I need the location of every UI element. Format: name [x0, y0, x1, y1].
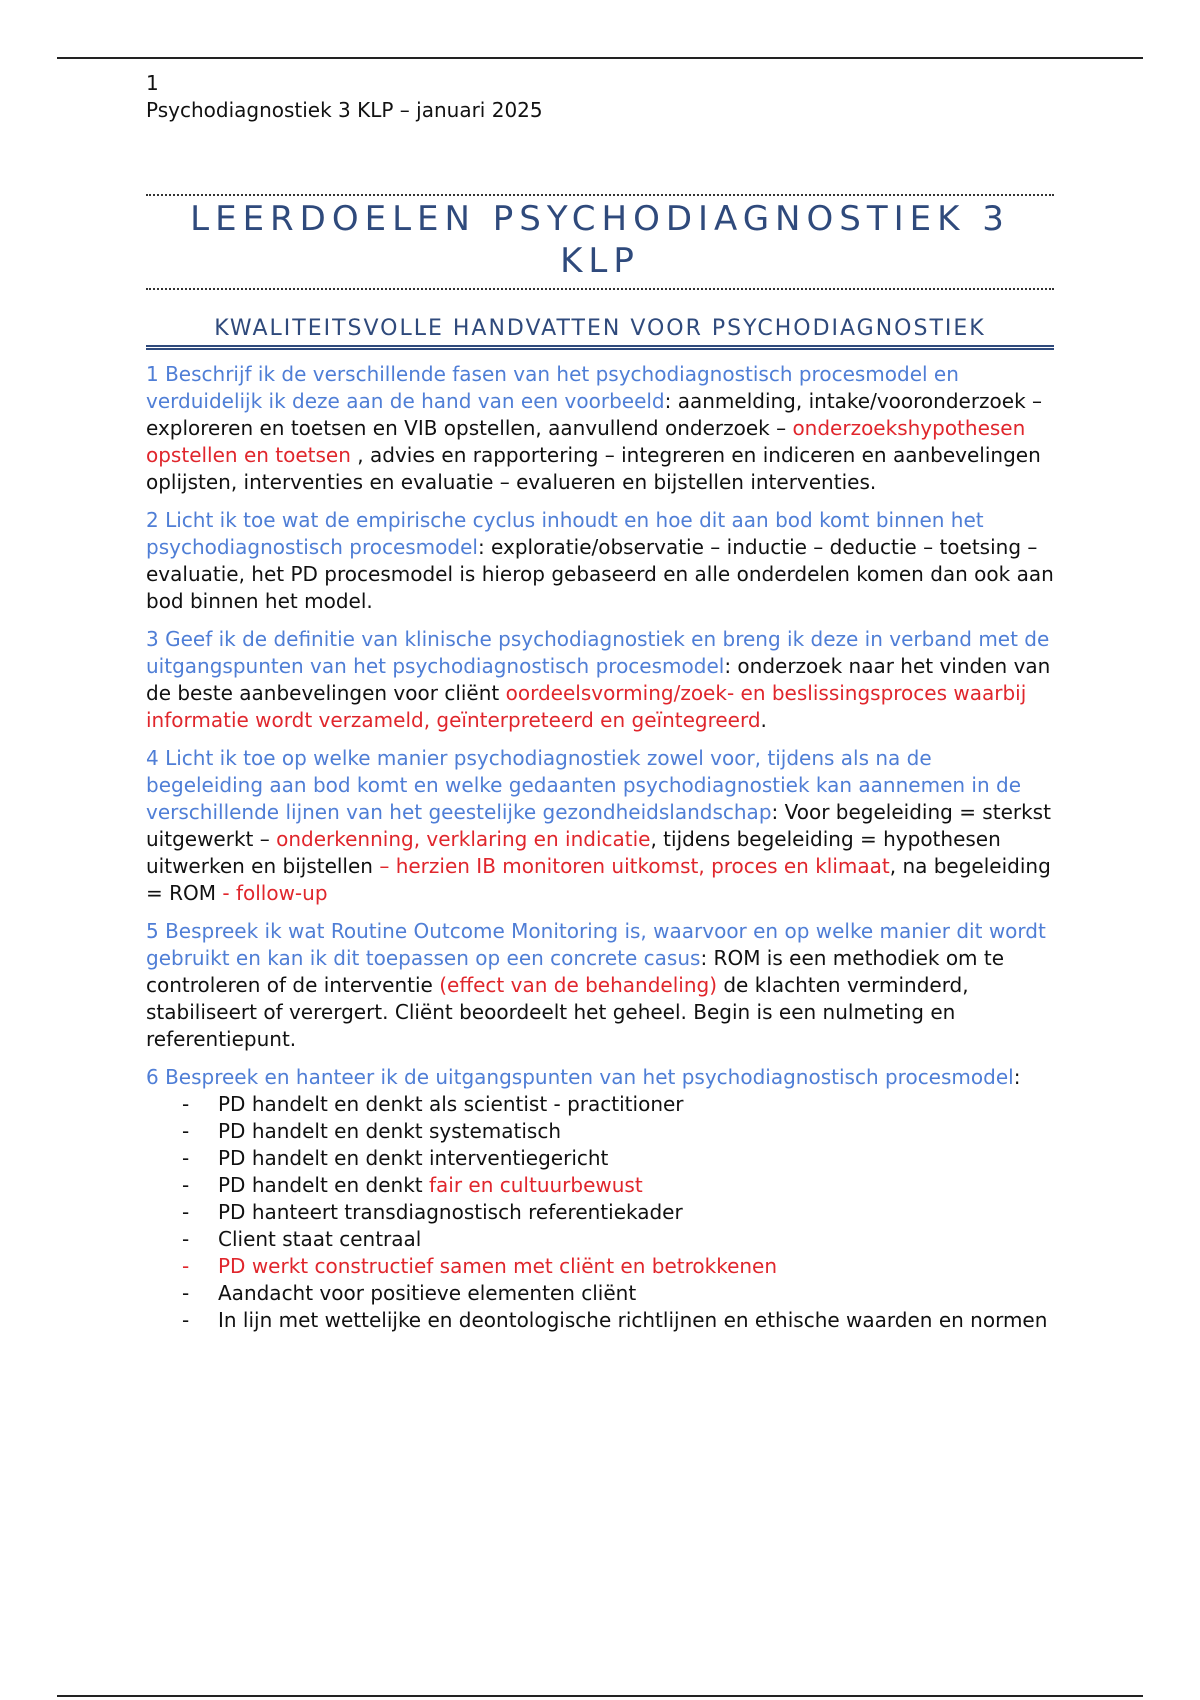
goal-question: 2 Licht ik toe wat de empirische cyclus inhoudt en hoe dit aan bod komt binnen het psychodiagnostisch procesmodel — [146, 508, 984, 559]
list-item-text: PD handelt en denkt interventiegericht — [218, 1146, 609, 1170]
bullet-dash: - — [182, 1227, 190, 1251]
list-item-text: PD handelt en denkt — [218, 1173, 429, 1197]
title-block — [146, 194, 1054, 290]
goal-answer: , na begeleiding = ROM — [146, 854, 1051, 905]
learning-goal-2 — [146, 507, 1054, 615]
list-item-text: PD hanteert transdiagnostisch referentiekader — [218, 1200, 683, 1224]
goal-highlight: – herzien IB monitoren uitkomst, proces en klimaat — [379, 854, 890, 878]
list-item — [182, 1172, 1054, 1199]
goal-answer: . — [760, 708, 767, 732]
page-content — [146, 70, 1054, 1334]
learning-goal-5 — [146, 918, 1054, 1053]
list-item — [182, 1253, 1054, 1280]
title-line-2: KLP — [560, 241, 640, 281]
goal-question: 5 Bespreek ik wat Routine Outcome Monitoring is, waarvoor en op welke manier dit wordt gebruikt en kan ik dit toepassen op een concrete casus — [146, 919, 1046, 970]
document-subtitle: Psychodiagnostiek 3 KLP – januari 2025 — [146, 98, 543, 122]
goal-question: 6 Bespreek en hanteer ik de uitgangspunten van het psychodiagnostisch procesmodel — [146, 1065, 1014, 1089]
page-number: 1 — [146, 71, 159, 95]
goal-answer: , tijdens begeleiding = hypothesen uitwerken en bijstellen — [146, 827, 1001, 878]
learning-goal-6 — [146, 1064, 1054, 1091]
goal-answer: : ROM is een methodiek om te controleren of de interventie — [146, 946, 1005, 997]
goal-answer: : Voor begeleiding = sterkst uitgewerkt – — [146, 800, 1051, 851]
learning-goal-3 — [146, 626, 1054, 734]
goal-answer: , advies en rapportering – integreren en indiceren en aanbevelingen oplijsten, interventies en evaluatie – evalueren en bijstellen interventies. — [146, 443, 1041, 494]
list-item — [182, 1280, 1054, 1307]
list-item-text: PD werkt constructief samen met cliënt en betrokkenen — [218, 1254, 778, 1278]
goal-highlight: - follow-up — [222, 881, 328, 905]
list-item — [182, 1199, 1054, 1226]
document-title — [146, 198, 1054, 282]
bullet-dash: - — [182, 1308, 190, 1332]
bullet-dash: - — [182, 1092, 190, 1116]
list-item-text: PD handelt en denkt als scientist - practitioner — [218, 1092, 684, 1116]
list-item-text: Aandacht voor positieve elementen cliënt — [218, 1281, 637, 1305]
goal-highlight: onderkenning, verklaring en indicatie — [276, 827, 651, 851]
goal-highlight: (effect van de behandeling) — [439, 973, 717, 997]
list-item-text: In lijn met wettelijke en deontologische richtlijnen en ethische waarden en normen — [218, 1308, 1048, 1332]
learning-goal-4 — [146, 745, 1054, 907]
list-item — [182, 1226, 1054, 1253]
list-item — [182, 1118, 1054, 1145]
list-item-text: Client staat centraal — [218, 1227, 422, 1251]
bullet-dash: - — [182, 1146, 190, 1170]
goal-question: 1 Beschrijf ik de verschillende fasen van het psychodiagnostisch procesmodel en verduidelijk ik deze aan de hand van een voorbeeld — [146, 362, 959, 413]
goal-answer: : onderzoek naar het vinden van de beste aanbevelingen voor cliënt — [146, 654, 1051, 705]
bullet-dash: - — [182, 1200, 190, 1224]
goal-answer: : aanmelding, intake/vooronderzoek – exploreren en toetsen en VIB opstellen, aanvullend onderzoek – — [146, 389, 1043, 440]
goal-question: 4 Licht ik toe op welke manier psychodiagnostiek zowel voor, tijdens als na de begeleiding aan bod komt en welke gedaanten psychodiagnostiek kan aannemen in de verschillende lijnen van het geestelijke gezondheidslandschap — [146, 746, 1021, 824]
goal-question: 3 Geef ik de definitie van klinische psychodiagnostiek en breng ik deze in verband met de uitgangspunten van het psychodiagnostisch procesmodel — [146, 627, 1050, 678]
goal-answer: de klachten verminderd, stabiliseert of verergert. Cliënt beoordeelt het geheel. Begin is een nulmeting en referentiepunt. — [146, 973, 969, 1051]
bullet-dash: - — [182, 1119, 190, 1143]
goal-highlight: onderzoekshypothesen opstellen en toetsen — [146, 416, 1026, 467]
list-item-highlight: fair en cultuurbewust — [428, 1173, 643, 1197]
list-item-text: PD handelt en denkt systematisch — [218, 1119, 562, 1143]
list-item — [182, 1307, 1054, 1334]
goal-answer: : — [1013, 1065, 1021, 1089]
bullet-dash: - — [182, 1281, 190, 1305]
list-item — [182, 1145, 1054, 1172]
section-heading: KWALITEITSVOLLE HANDVATTEN VOOR PSYCHODIAGNOSTIEK — [146, 316, 1054, 350]
principles-list — [146, 1091, 1054, 1334]
list-item — [182, 1091, 1054, 1118]
bottom-rule — [57, 1695, 1143, 1697]
top-rule — [57, 57, 1143, 59]
bullet-dash: - — [182, 1254, 190, 1278]
goal-answer: : exploratie/observatie – inductie – deductie – toetsing – evaluatie, het PD procesmodel is hierop gebaseerd en alle onderdelen komen dan ook aan bod binnen het model. — [146, 535, 1054, 613]
goal-highlight: oordeelsvorming/zoek- en beslissingsproces waarbij informatie wordt verzameld, geïnterpreteerd en geïntegreerd — [146, 681, 1027, 732]
title-line-1: LEERDOELEN PSYCHODIAGNOSTIEK 3 — [190, 199, 1010, 239]
learning-goal-1 — [146, 361, 1054, 496]
bullet-dash: - — [182, 1173, 190, 1197]
